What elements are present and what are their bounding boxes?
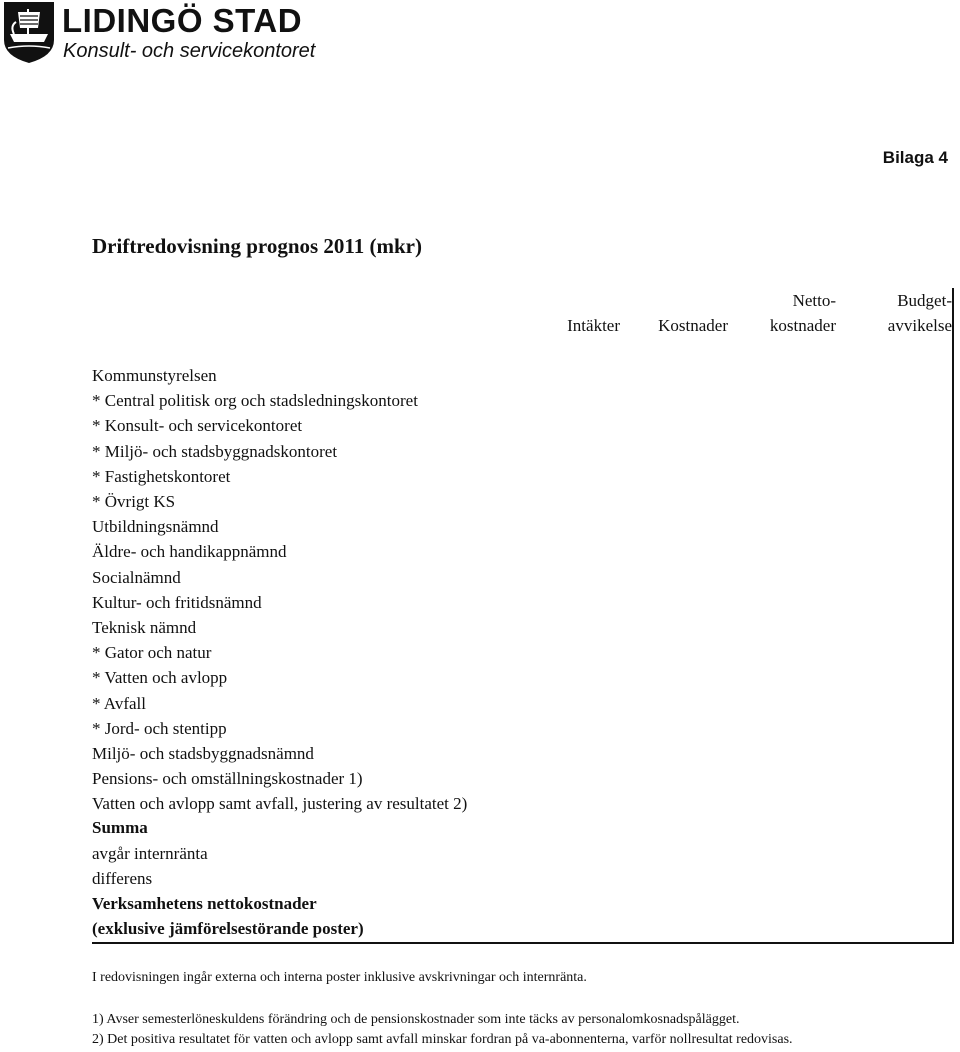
- footnote-intro: I redovisningen ingår externa och interna poster inklusive avskrivningar och internränta.: [92, 970, 587, 985]
- row-label: * Fastighetskontoret: [92, 467, 231, 486]
- row-label: Äldre- och handikappnämnd: [92, 542, 287, 561]
- page-title: Driftredovisning prognos 2011 (mkr): [92, 234, 422, 258]
- row-label: Utbildningsnämnd: [92, 517, 219, 536]
- row-label: * Central politisk org och stadsledningskontoret: [92, 391, 418, 410]
- row-label: Verksamhetens nettokostnader: [92, 894, 317, 913]
- row-label: * Övrigt KS: [92, 492, 176, 511]
- row-label: Kommunstyrelsen: [92, 366, 217, 385]
- table-right-border: [952, 288, 954, 944]
- row-label: * Konsult- och servicekontoret: [92, 416, 303, 435]
- row-label: Miljö- och stadsbyggnadsnämnd: [92, 744, 314, 763]
- footnote-1: 1) Avser semesterlöneskuldens förändring och de pensionskostnader som inte täcks av personalomkosnadspålägget.: [92, 1012, 740, 1027]
- row-label: Kultur- och fritidsnämnd: [92, 593, 262, 612]
- row-label: differens: [92, 869, 153, 888]
- row-label: * Gator och natur: [92, 643, 212, 662]
- viking-ship-icon: [0, 0, 58, 64]
- row-label: Socialnämnd: [92, 568, 181, 587]
- city-logo: [0, 0, 330, 68]
- column-header-kostnader: Kostnader: [658, 316, 728, 335]
- table-bottom-rule: [92, 942, 954, 944]
- appendix-label: Bilaga 4: [882, 148, 948, 167]
- row-label: avgår internränta: [92, 844, 208, 863]
- column-header-intakter: Intäkter: [567, 316, 620, 335]
- row-label: Teknisk nämnd: [92, 618, 197, 637]
- column-header-budgetavvikelse: Budget- avvikelse: [887, 291, 952, 335]
- footnote-2: 2) Det positiva resultatet för vatten och avlopp samt avfall minskar fordran på va-abonnenterna, varför nollresultat redovisas.: [92, 1032, 793, 1047]
- column-header-nettokostnader: Netto- kostnader: [769, 291, 836, 335]
- row-label: * Miljö- och stadsbyggnadskontoret: [92, 442, 338, 461]
- row-label: * Jord- och stentipp: [92, 719, 227, 738]
- row-label: * Vatten och avlopp: [92, 668, 228, 687]
- row-label: Pensions- och omställningskostnader 1): [92, 769, 363, 788]
- org-subtitle: Konsult- och servicekontoret: [63, 40, 316, 62]
- row-label: (exklusive jämförelsestörande poster): [92, 919, 364, 938]
- org-name: LIDINGÖ STAD: [62, 2, 303, 39]
- row-label: Summa: [92, 818, 148, 837]
- row-label: Vatten och avlopp samt avfall, justering av resultatet 2): [92, 794, 468, 813]
- row-label: * Avfall: [92, 694, 146, 713]
